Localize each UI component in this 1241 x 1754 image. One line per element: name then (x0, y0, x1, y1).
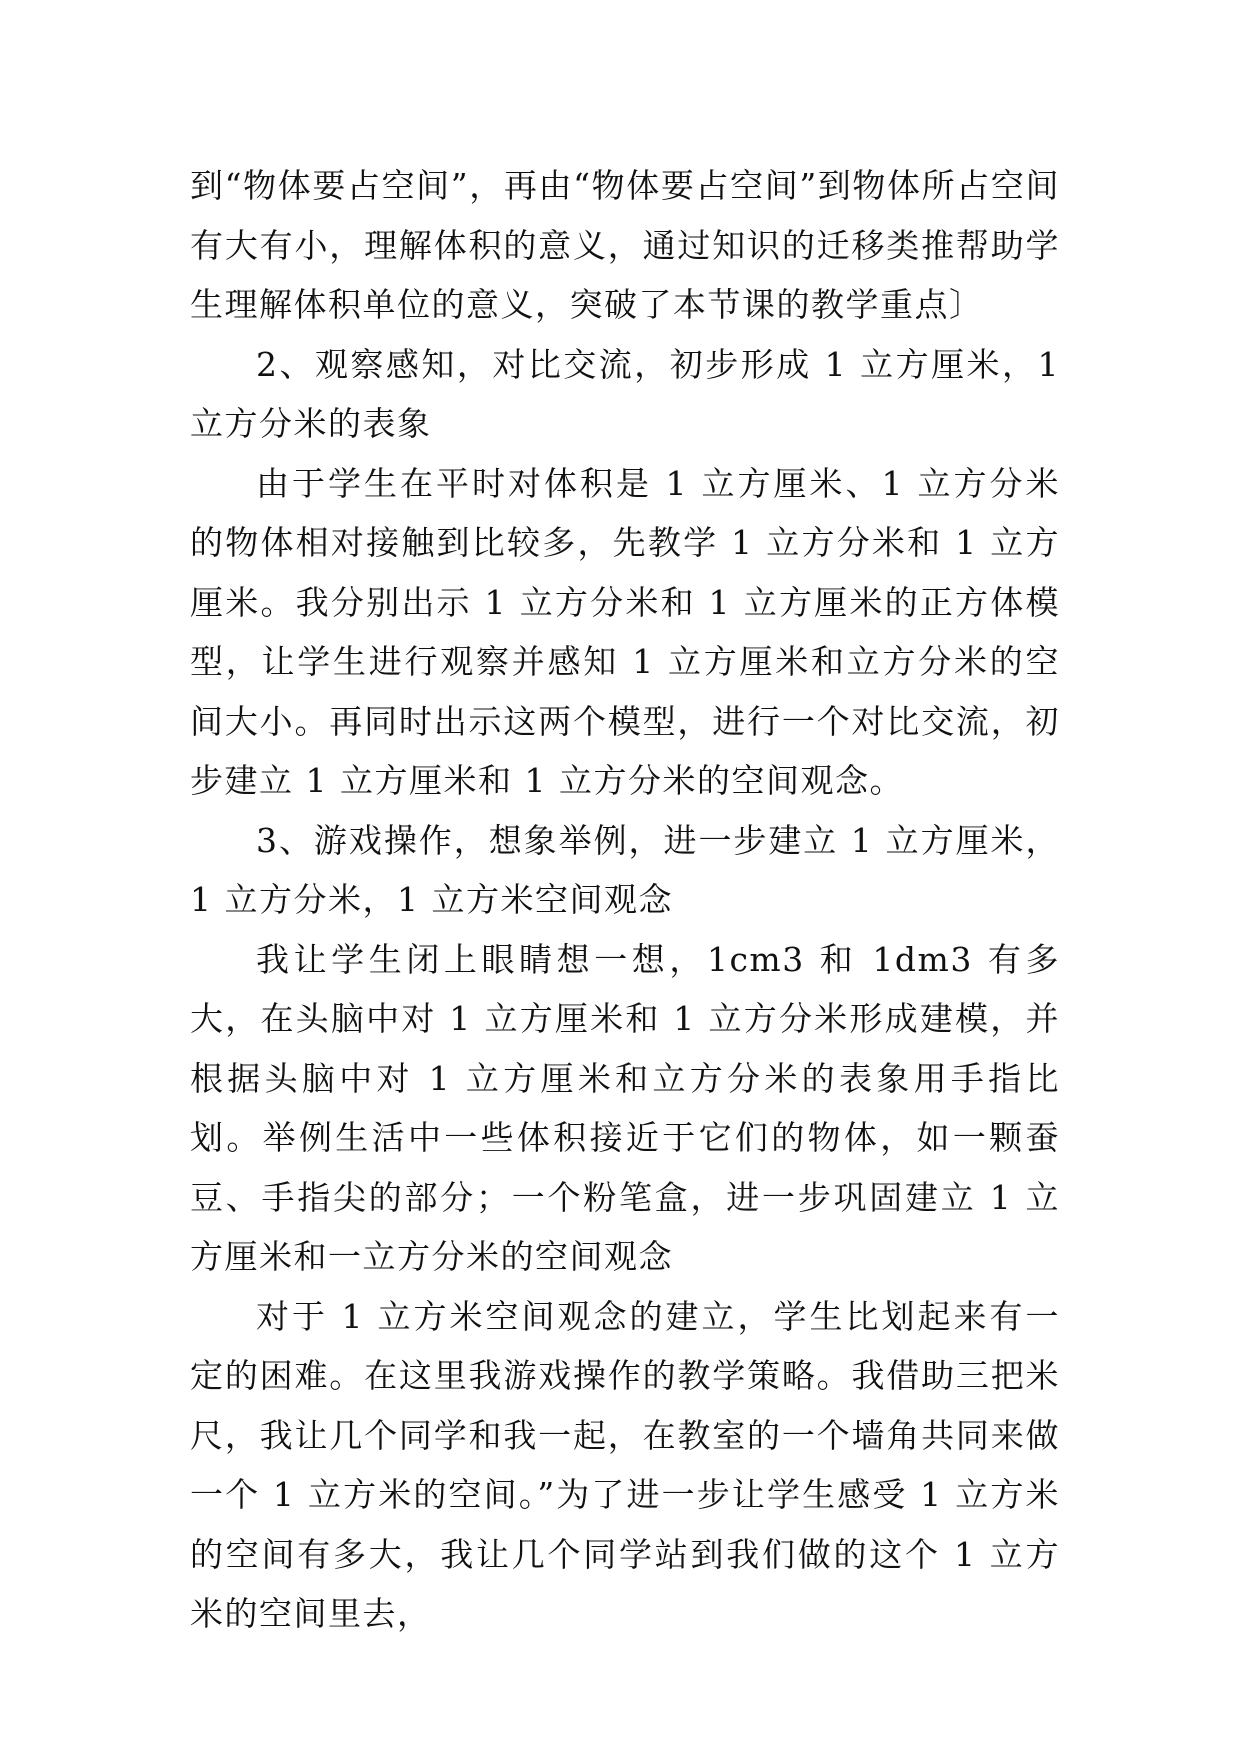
section-heading-2: 2、观察感知，对比交流，初步形成 1 立方厘米，1 立方分米的表象 (190, 344, 1060, 443)
document-page (190, 156, 1060, 1644)
paragraph-body: 我让学生闭上眼睛想一想，1cm3 和 1dm3 有多大，在头脑中对 1 立方厘米和 1 立方分米形成建模，并根据头脑中对 1 立方厘米和立方分米的表象用手指比划。举例生活中一些体积接近于它们的物体，如一颗蚕豆、手指尖的部分；一个粉笔盒，进一步巩固建立 1 立方厘米和一立方分米的空间观念 (190, 939, 1060, 1276)
section-heading-3: 3、游戏操作，想象举例，进一步建立 1 立方厘米，1 立方分米，1 立方米空间观念 (190, 820, 1060, 919)
paragraph-body: 对于 1 立方米空间观念的建立，学生比划起来有一定的困难。在这里我游戏操作的教学策略。我借助三把米尺，我让几个同学和我一起，在教室的一个墙角共同来做一个 1 立方米的空间。”为了进一步让学生感受 1 立方米的空间有多大，我让几个同学站到我们做的这个 1 立方米的空间里去， (190, 1296, 1060, 1633)
paragraph-body: 由于学生在平时对体积是 1 立方厘米、1 立方分米的物体相对接触到比较多，先教学 1 立方分米和 1 立方厘米。我分别出示 1 立方分米和 1 立方厘米的正方体模型，让学生进行观察并感知 1 立方厘米和立方分米的空间大小。再同时出示这两个模型，进行一个对比交流，初步建立 1 立方厘米和 1 立方分米的空间观念。 (190, 463, 1060, 800)
paragraph-continuation: 到“物体要占空间”，再由“物体要占空间”到物体所占空间有大有小，理解体积的意义，通过知识的迁移类推帮助学生理解体积单位的意义，突破了本节课的教学重点〕 (190, 166, 1060, 324)
